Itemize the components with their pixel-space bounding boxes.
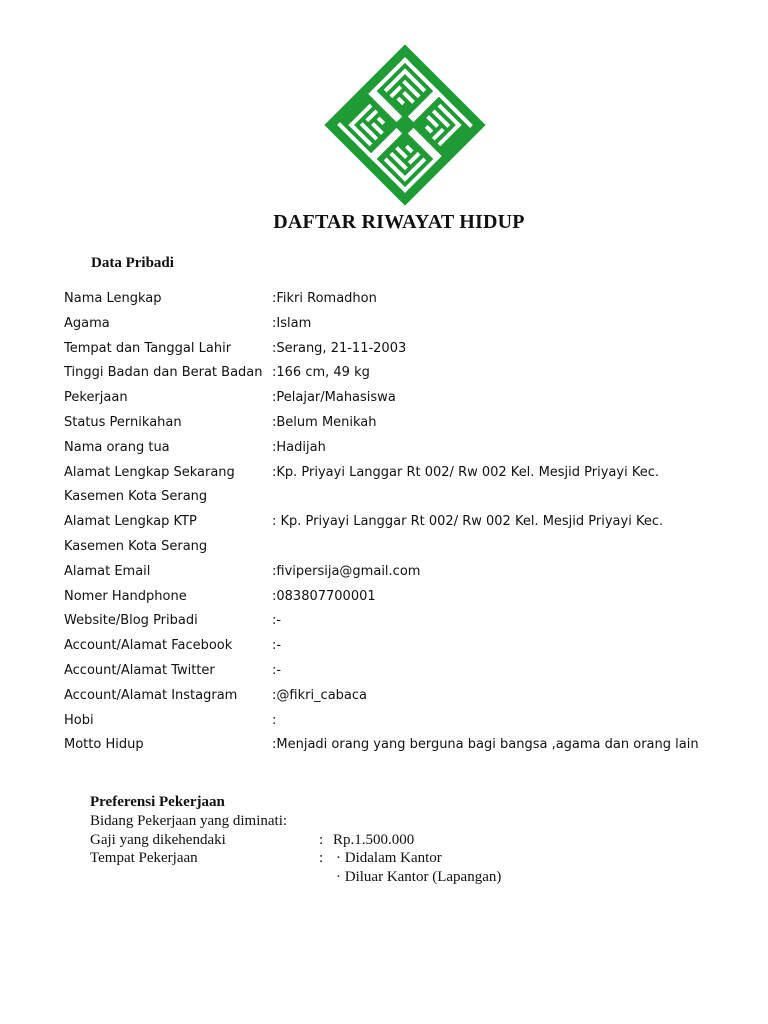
info-value: :Belum Menikah — [272, 414, 377, 430]
info-label: Nama Lengkap — [64, 291, 162, 306]
info-value: : — [272, 712, 277, 728]
workplace-colon: : — [319, 850, 324, 867]
info-label: Account/Alamat Twitter — [64, 662, 215, 678]
info-label: Nama orang tua — [64, 439, 170, 455]
info-label: Kasemen Kota Serang — [64, 489, 208, 505]
info-label: Alamat Lengkap Sekarang — [64, 464, 235, 480]
info-label: Alamat Lengkap KTP — [64, 514, 197, 530]
kufic-calligraphy-logo — [322, 40, 488, 210]
salary-colon: : — [319, 831, 324, 848]
info-label: Hobi — [64, 712, 94, 728]
document-title: DAFTAR RIWAYAT HIDUP — [273, 211, 525, 233]
info-row — [64, 733, 754, 758]
info-value: :Serang, 21-11-2003 — [272, 340, 407, 356]
info-value: :@fikri_cabaca — [272, 687, 367, 703]
info-label: Tinggi Badan dan Berat Badan — [64, 365, 263, 381]
info-row — [64, 312, 754, 337]
info-row — [64, 684, 754, 709]
info-value: :Fikri Romadhon — [272, 291, 377, 306]
info-row — [64, 634, 754, 659]
salary-value: Rp.1.500.000 — [333, 831, 415, 848]
info-value: :Islam — [272, 315, 312, 331]
info-value: :Hadijah — [272, 439, 326, 455]
info-value: :fivipersija@gmail.com — [272, 563, 421, 579]
workplace-option-office: · Didalam Kantor — [336, 850, 442, 867]
info-value: :083807700001 — [272, 588, 376, 604]
info-row — [64, 709, 754, 734]
info-row — [64, 560, 754, 585]
info-label: Tempat dan Tanggal Lahir — [64, 340, 232, 356]
info-row — [64, 436, 754, 461]
info-value: :Kp. Priyayi Langgar Rt 002/ Rw 002 Kel. Mesjid Priyayi Kec. — [272, 464, 659, 480]
info-row — [64, 287, 754, 312]
job-preference-section — [90, 793, 690, 887]
info-row — [64, 386, 754, 411]
info-value: : Kp. Priyayi Langgar Rt 002/ Rw 002 Kel. Mesjid Priyayi Kec. — [272, 514, 664, 530]
info-row — [64, 411, 754, 436]
workplace-line — [90, 849, 690, 868]
info-row — [64, 361, 754, 386]
salary-label: Gaji yang dikehendaki — [90, 831, 226, 848]
info-row — [64, 585, 754, 610]
salary-line — [90, 831, 690, 850]
info-row — [64, 535, 754, 560]
info-label: Account/Alamat Instagram — [64, 687, 238, 703]
info-value: :Pelajar/Mahasiswa — [272, 390, 396, 406]
info-value: :166 cm, 49 kg — [272, 365, 370, 381]
workplace-option-field: · Diluar Kantor (Lapangan) — [336, 869, 502, 886]
info-value: :- — [272, 613, 282, 629]
personal-data-heading: Data Pribadi — [91, 255, 174, 271]
info-label: Kasemen Kota Serang — [64, 538, 208, 554]
info-row — [64, 337, 754, 362]
info-value: :Menjadi orang yang berguna bagi bangsa ,agama dan orang lain — [272, 737, 699, 753]
info-row — [64, 461, 754, 486]
field-interest-line: Bidang Pekerjaan yang diminati: — [90, 812, 288, 829]
workplace-line-2 — [90, 868, 690, 887]
workplace-label: Tempat Pekerjaan — [90, 850, 198, 867]
info-row — [64, 510, 754, 535]
info-label: Account/Alamat Facebook — [64, 638, 233, 654]
job-preference-heading: Preferensi Pekerjaan — [90, 794, 225, 810]
personal-data-list — [64, 287, 754, 758]
info-label: Alamat Email — [64, 563, 151, 579]
info-label: Website/Blog Pribadi — [64, 613, 198, 629]
info-label: Agama — [64, 315, 110, 331]
info-value: :- — [272, 638, 282, 654]
info-row — [64, 659, 754, 684]
info-value: :- — [272, 662, 282, 678]
info-label: Nomer Handphone — [64, 588, 187, 604]
info-row — [64, 485, 754, 510]
info-row — [64, 609, 754, 634]
info-label: Pekerjaan — [64, 390, 128, 406]
info-label: Motto Hidup — [64, 737, 144, 753]
info-label: Status Pernikahan — [64, 414, 182, 430]
